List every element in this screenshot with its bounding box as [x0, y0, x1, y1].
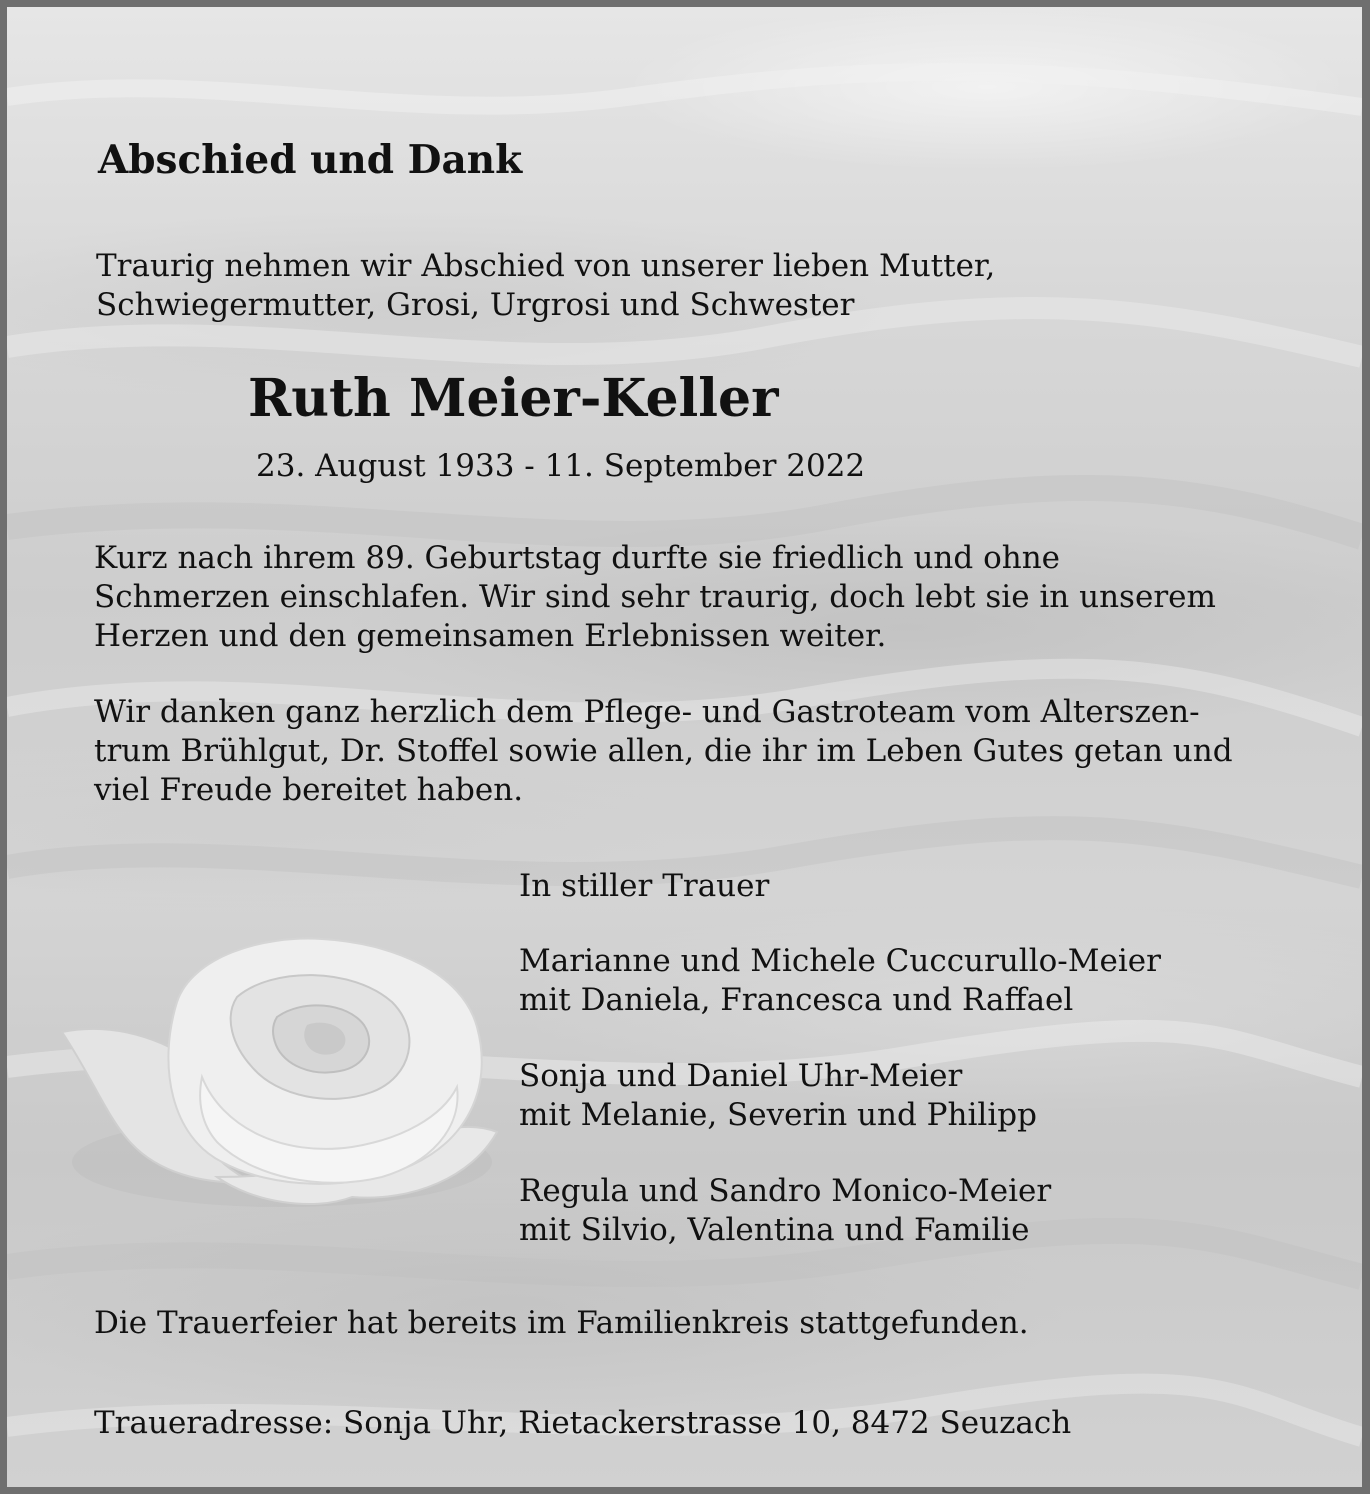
obituary-notice: [7, 7, 1362, 1487]
deceased-name: Ruth Meier-Keller: [248, 368, 779, 429]
family-names: Regula und Sandro Monico-Meier: [519, 1173, 1052, 1209]
intro-line: Schwiegermutter, Grosi, Urgrosi und Schwester: [96, 287, 855, 323]
rose-icon: [52, 927, 502, 1227]
mourning-address: Traueradresse: Sonja Uhr, Rietackerstrasse 10, 8472 Seuzach: [94, 1405, 1072, 1441]
ceremony-note: Die Trauerfeier hat bereits im Familienkreis stattgefunden.: [94, 1305, 1029, 1341]
family-group: [519, 942, 1161, 1020]
paragraph-line: Schmerzen einschlafen. Wir sind sehr traurig, doch lebt sie in unserem: [94, 579, 1216, 615]
mourning-line: In stiller Trauer: [519, 868, 770, 904]
paragraph-line: viel Freude bereitet haben.: [94, 772, 524, 808]
family-group: [519, 1172, 1051, 1250]
family-children: mit Melanie, Severin und Philipp: [519, 1097, 1037, 1133]
paragraph-thanks: [94, 693, 1233, 810]
life-dates: 23. August 1933 - 11. September 2022: [256, 448, 866, 484]
family-names: Sonja und Daniel Uhr-Meier: [519, 1058, 963, 1094]
intro-text: [96, 247, 995, 325]
paragraph-line: Kurz nach ihrem 89. Geburtstag durfte sie friedlich und ohne: [94, 540, 1061, 576]
paragraph-line: Wir danken ganz herzlich dem Pflege- und Gastroteam vom Alterszen-: [94, 694, 1200, 730]
family-children: mit Silvio, Valentina und Familie: [519, 1212, 1030, 1248]
notice-heading: Abschied und Dank: [98, 137, 523, 183]
paragraph-line: trum Brühlgut, Dr. Stoffel sowie allen, die ihr im Leben Gutes getan und: [94, 733, 1233, 769]
paragraph-line: Herzen und den gemeinsamen Erlebnissen weiter.: [94, 618, 887, 654]
family-names: Marianne und Michele Cuccurullo-Meier: [519, 943, 1161, 979]
intro-line: Traurig nehmen wir Abschied von unserer lieben Mutter,: [96, 248, 996, 284]
paragraph-farewell: [94, 539, 1216, 656]
family-children: mit Daniela, Francesca und Raffael: [519, 982, 1074, 1018]
family-group: [519, 1057, 1037, 1135]
